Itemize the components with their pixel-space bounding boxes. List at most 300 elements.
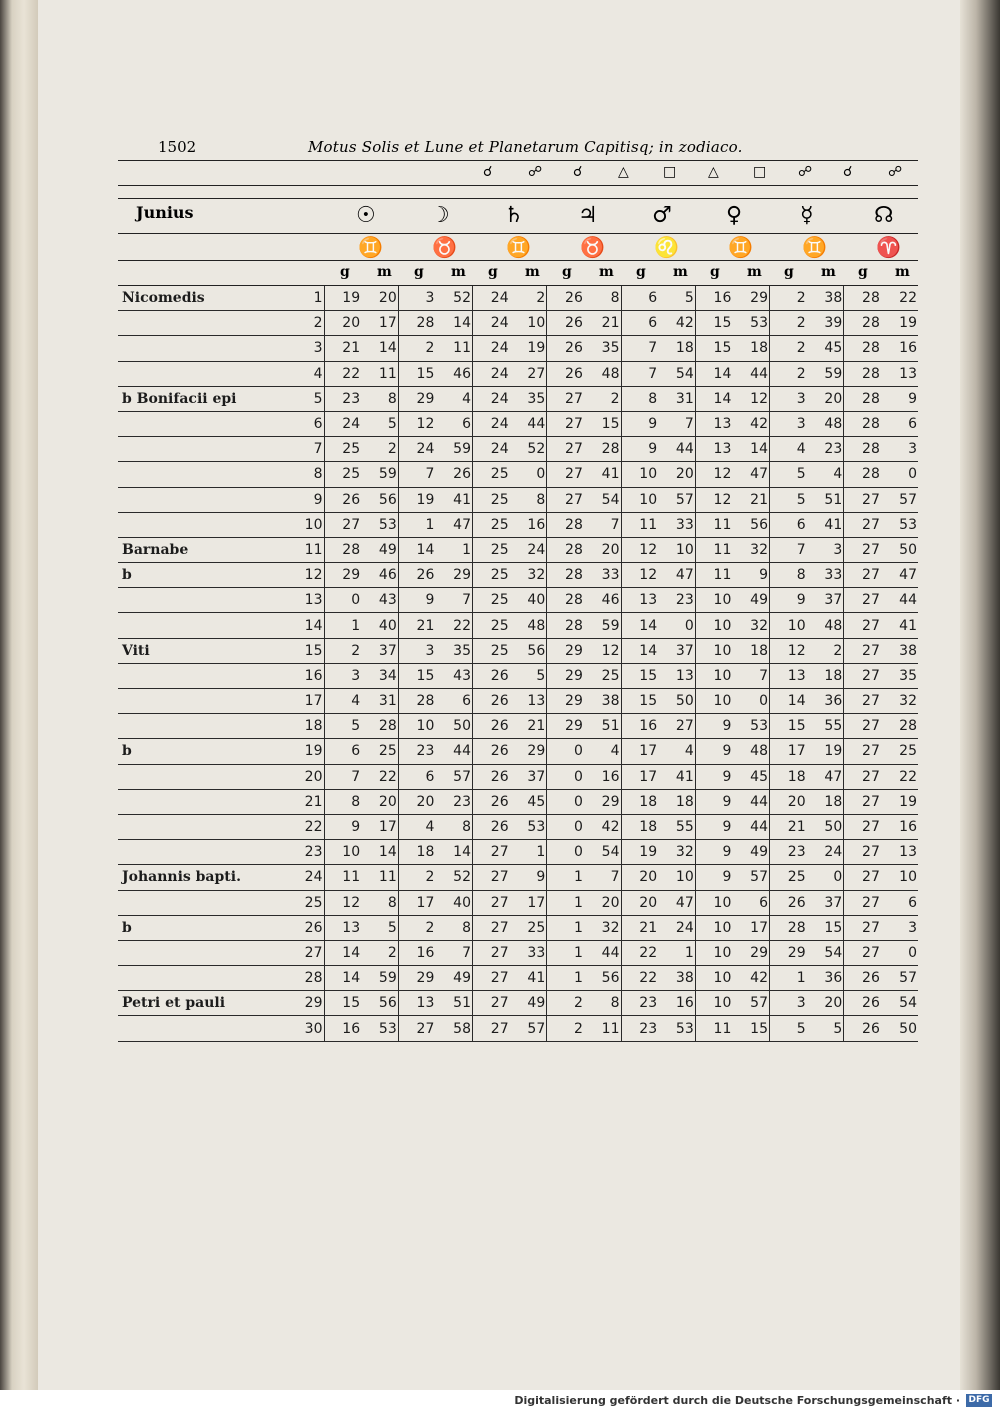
degree-value: 24 — [398, 437, 435, 462]
minute-value: 9 — [732, 563, 769, 588]
zodiac-sign: ♈ — [876, 235, 901, 259]
table-row — [118, 915, 918, 940]
degree-value: 21 — [621, 915, 658, 940]
ephemeris-table — [118, 136, 918, 1042]
minute-value: 56 — [361, 487, 398, 512]
unit-label: g — [414, 264, 424, 280]
degree-value: 26 — [547, 286, 584, 311]
minute-value: 55 — [807, 714, 844, 739]
degree-value: 0 — [547, 764, 584, 789]
minute-value: 41 — [881, 613, 918, 638]
aspect-symbol: □ — [753, 164, 767, 180]
minute-value: 57 — [435, 764, 472, 789]
minute-value: 18 — [658, 336, 695, 361]
minute-value: 20 — [658, 462, 695, 487]
minute-value: 1 — [510, 840, 547, 865]
feast-name: Johannis bapti. — [118, 865, 298, 890]
degree-value: 13 — [695, 437, 732, 462]
degree-value: 27 — [844, 663, 881, 688]
minute-value: 49 — [510, 991, 547, 1016]
minute-value: 46 — [584, 588, 621, 613]
minute-value: 6 — [881, 890, 918, 915]
day-number: 16 — [298, 663, 324, 688]
minute-value: 43 — [435, 663, 472, 688]
minute-value: 14 — [732, 437, 769, 462]
minute-value: 53 — [361, 1016, 398, 1041]
minute-value: 15 — [807, 915, 844, 940]
degree-value: 26 — [473, 814, 510, 839]
planet-symbol: ☉ — [356, 203, 376, 228]
book-page-edge-left — [0, 0, 40, 1390]
degree-value: 13 — [324, 915, 361, 940]
minute-value: 4 — [807, 462, 844, 487]
minute-value: 18 — [807, 789, 844, 814]
minute-value: 59 — [361, 462, 398, 487]
minute-value: 59 — [435, 437, 472, 462]
minute-value: 7 — [435, 940, 472, 965]
degree-value: 5 — [770, 487, 807, 512]
degree-value: 2 — [770, 361, 807, 386]
table-row — [118, 940, 918, 965]
degree-value: 9 — [695, 714, 732, 739]
degree-value: 25 — [770, 865, 807, 890]
minute-value: 19 — [881, 789, 918, 814]
table-row — [118, 789, 918, 814]
day-number: 6 — [298, 411, 324, 436]
day-number: 13 — [298, 588, 324, 613]
degree-value: 27 — [398, 1016, 435, 1041]
minute-value: 8 — [361, 890, 398, 915]
degree-value: 1 — [547, 890, 584, 915]
minute-value: 6 — [881, 411, 918, 436]
minute-value: 11 — [361, 361, 398, 386]
zodiac-sign: ♊ — [728, 235, 753, 259]
minute-value: 33 — [510, 940, 547, 965]
minute-value: 31 — [361, 689, 398, 714]
degree-value: 26 — [473, 789, 510, 814]
minute-value: 17 — [732, 915, 769, 940]
degree-value: 23 — [621, 1016, 658, 1041]
degree-value: 17 — [770, 739, 807, 764]
minute-value: 5 — [510, 663, 547, 688]
minute-value: 40 — [361, 613, 398, 638]
degree-value: 28 — [398, 311, 435, 336]
degree-value: 10 — [695, 689, 732, 714]
degree-value: 9 — [398, 588, 435, 613]
degree-value: 10 — [695, 915, 732, 940]
degree-value: 12 — [621, 537, 658, 562]
degree-value: 12 — [695, 487, 732, 512]
degree-value: 27 — [844, 537, 881, 562]
minute-value: 6 — [435, 689, 472, 714]
minute-value: 40 — [435, 890, 472, 915]
minute-value: 7 — [584, 512, 621, 537]
minute-value: 15 — [732, 1016, 769, 1041]
degree-value: 10 — [695, 890, 732, 915]
degree-value: 2 — [398, 915, 435, 940]
degree-value: 14 — [695, 386, 732, 411]
degree-value: 15 — [324, 991, 361, 1016]
degree-value: 5 — [770, 1016, 807, 1041]
minute-value: 22 — [435, 613, 472, 638]
minute-value: 32 — [732, 613, 769, 638]
degree-value: 27 — [547, 386, 584, 411]
table-row — [118, 487, 918, 512]
degree-value: 10 — [695, 613, 732, 638]
degree-value: 17 — [621, 764, 658, 789]
minute-value: 16 — [881, 814, 918, 839]
degree-value: 27 — [844, 588, 881, 613]
degree-value: 25 — [473, 512, 510, 537]
degree-value: 7 — [324, 764, 361, 789]
degree-value: 28 — [398, 689, 435, 714]
degree-value: 27 — [547, 487, 584, 512]
minute-value: 12 — [732, 386, 769, 411]
degree-value: 19 — [398, 487, 435, 512]
table-row — [118, 966, 918, 991]
minute-value: 17 — [361, 814, 398, 839]
minute-value: 17 — [361, 311, 398, 336]
feast-name — [118, 1016, 298, 1041]
minute-value: 53 — [881, 512, 918, 537]
degree-value: 25 — [473, 537, 510, 562]
minute-value: 10 — [510, 311, 547, 336]
minute-value: 2 — [361, 940, 398, 965]
planet-symbol: ♃ — [578, 203, 598, 228]
degree-value: 6 — [770, 512, 807, 537]
feast-name — [118, 311, 298, 336]
feast-name — [118, 940, 298, 965]
degree-value: 1 — [547, 915, 584, 940]
degree-value: 10 — [695, 991, 732, 1016]
degree-value: 23 — [621, 991, 658, 1016]
degree-value: 26 — [770, 890, 807, 915]
degree-value: 12 — [621, 563, 658, 588]
minute-value: 7 — [732, 663, 769, 688]
minute-value: 44 — [732, 789, 769, 814]
degree-value: 10 — [695, 638, 732, 663]
degree-value: 19 — [324, 286, 361, 311]
degree-value: 15 — [398, 663, 435, 688]
digitization-footer — [0, 1390, 1000, 1412]
degree-value: 28 — [844, 361, 881, 386]
day-number: 11 — [298, 537, 324, 562]
minute-value: 51 — [807, 487, 844, 512]
degree-value: 9 — [621, 411, 658, 436]
minute-value: 47 — [732, 462, 769, 487]
degree-value: 7 — [770, 537, 807, 562]
degree-value: 3 — [770, 386, 807, 411]
degree-value: 10 — [621, 487, 658, 512]
degree-value: 14 — [324, 966, 361, 991]
table-row — [118, 663, 918, 688]
minute-value: 43 — [361, 588, 398, 613]
minute-value: 28 — [584, 437, 621, 462]
degree-value: 27 — [844, 764, 881, 789]
feast-name: Nicomedis — [118, 286, 298, 311]
minute-value: 52 — [435, 865, 472, 890]
minute-value: 7 — [658, 411, 695, 436]
degree-value: 9 — [695, 789, 732, 814]
degree-value: 11 — [695, 1016, 732, 1041]
degree-value: 21 — [324, 336, 361, 361]
minute-value: 56 — [584, 966, 621, 991]
minute-value: 13 — [658, 663, 695, 688]
degree-value: 25 — [473, 462, 510, 487]
degree-value: 27 — [844, 814, 881, 839]
zodiac-sign-row — [118, 234, 918, 260]
table-row — [118, 563, 918, 588]
day-number: 1 — [298, 286, 324, 311]
minute-value: 37 — [510, 764, 547, 789]
minute-value: 46 — [435, 361, 472, 386]
table-row — [118, 537, 918, 562]
degree-value: 28 — [547, 613, 584, 638]
feast-name — [118, 336, 298, 361]
degree-value: 9 — [695, 840, 732, 865]
aspect-symbol: ☌ — [843, 164, 853, 180]
degree-value: 0 — [324, 588, 361, 613]
degree-value: 20 — [324, 311, 361, 336]
day-number: 2 — [298, 311, 324, 336]
day-number: 23 — [298, 840, 324, 865]
minute-value: 32 — [584, 915, 621, 940]
minute-value: 7 — [584, 865, 621, 890]
minute-value: 44 — [658, 437, 695, 462]
minute-value: 36 — [807, 689, 844, 714]
degree-value: 25 — [473, 638, 510, 663]
minute-value: 35 — [510, 386, 547, 411]
minute-value: 50 — [881, 537, 918, 562]
minute-value: 27 — [658, 714, 695, 739]
minute-value: 24 — [510, 537, 547, 562]
degree-value: 27 — [473, 865, 510, 890]
minute-value: 48 — [732, 739, 769, 764]
minute-value: 59 — [361, 966, 398, 991]
unit-label: m — [673, 264, 688, 280]
minute-value: 8 — [435, 915, 472, 940]
degree-value: 26 — [473, 764, 510, 789]
minute-value: 47 — [435, 512, 472, 537]
degree-value: 26 — [547, 336, 584, 361]
degree-value: 26 — [473, 663, 510, 688]
degree-value: 6 — [621, 286, 658, 311]
minute-value: 13 — [881, 361, 918, 386]
minute-value: 22 — [361, 764, 398, 789]
minute-value: 42 — [584, 814, 621, 839]
feast-name — [118, 814, 298, 839]
degree-value: 28 — [844, 386, 881, 411]
minute-value: 3 — [807, 537, 844, 562]
minute-value: 29 — [732, 940, 769, 965]
minute-value: 31 — [658, 386, 695, 411]
degree-value: 13 — [398, 991, 435, 1016]
degree-value: 3 — [324, 663, 361, 688]
aspect-symbol: △ — [618, 164, 629, 180]
degree-value: 23 — [770, 840, 807, 865]
degree-value: 20 — [398, 789, 435, 814]
degree-value: 11 — [695, 563, 732, 588]
degree-value: 4 — [398, 814, 435, 839]
unit-label: m — [599, 264, 614, 280]
minute-value: 29 — [435, 563, 472, 588]
degree-value: 4 — [324, 689, 361, 714]
minute-value: 38 — [807, 286, 844, 311]
unit-label: m — [895, 264, 910, 280]
minute-value: 17 — [510, 890, 547, 915]
degree-value: 26 — [324, 487, 361, 512]
table-row — [118, 512, 918, 537]
degree-value: 13 — [621, 588, 658, 613]
minute-value: 19 — [807, 739, 844, 764]
minute-value: 44 — [584, 940, 621, 965]
minute-value: 44 — [732, 814, 769, 839]
degree-value: 15 — [770, 714, 807, 739]
day-number: 20 — [298, 764, 324, 789]
minute-value: 0 — [807, 865, 844, 890]
minute-value: 20 — [807, 991, 844, 1016]
degree-value: 9 — [324, 814, 361, 839]
planet-symbol-row — [118, 199, 918, 233]
minute-value: 13 — [881, 840, 918, 865]
degree-value: 23 — [324, 386, 361, 411]
minute-value: 20 — [584, 537, 621, 562]
degree-value: 6 — [621, 311, 658, 336]
minute-value: 3 — [881, 915, 918, 940]
minute-value: 22 — [881, 764, 918, 789]
month-label: Junius — [136, 203, 194, 222]
minute-value: 0 — [732, 689, 769, 714]
minute-value: 48 — [584, 361, 621, 386]
degree-value: 22 — [621, 940, 658, 965]
minute-value: 53 — [510, 814, 547, 839]
degree-value: 9 — [695, 865, 732, 890]
degree-value: 27 — [844, 840, 881, 865]
minute-value: 8 — [584, 286, 621, 311]
minute-value: 47 — [807, 764, 844, 789]
degree-value: 29 — [547, 638, 584, 663]
minute-value: 32 — [881, 689, 918, 714]
minute-value: 35 — [435, 638, 472, 663]
degree-value: 25 — [324, 462, 361, 487]
degree-value: 10 — [770, 613, 807, 638]
minute-value: 56 — [510, 638, 547, 663]
unit-label: m — [525, 264, 540, 280]
degree-value: 16 — [398, 940, 435, 965]
minute-value: 1 — [435, 537, 472, 562]
minute-value: 57 — [732, 991, 769, 1016]
minute-value: 51 — [435, 991, 472, 1016]
degree-value: 3 — [770, 991, 807, 1016]
minute-value: 28 — [881, 714, 918, 739]
degree-value: 9 — [695, 814, 732, 839]
degree-value: 17 — [398, 890, 435, 915]
degree-value: 29 — [770, 940, 807, 965]
minute-value: 52 — [435, 286, 472, 311]
degree-value: 12 — [398, 411, 435, 436]
minute-value: 57 — [510, 1016, 547, 1041]
degree-value: 27 — [473, 840, 510, 865]
degree-value: 0 — [547, 739, 584, 764]
degree-value: 8 — [324, 789, 361, 814]
degree-value: 27 — [844, 714, 881, 739]
zodiac-sign: ♊ — [802, 235, 827, 259]
minute-value: 25 — [881, 739, 918, 764]
degree-value: 2 — [770, 311, 807, 336]
minute-value: 2 — [510, 286, 547, 311]
minute-value: 42 — [732, 411, 769, 436]
minute-value: 0 — [658, 613, 695, 638]
minute-value: 44 — [510, 411, 547, 436]
degree-value: 13 — [695, 411, 732, 436]
degree-value: 21 — [398, 613, 435, 638]
degree-value: 27 — [844, 915, 881, 940]
degree-value: 25 — [473, 588, 510, 613]
degree-value: 24 — [324, 411, 361, 436]
table-row — [118, 714, 918, 739]
degree-value: 18 — [621, 814, 658, 839]
minute-value: 40 — [510, 588, 547, 613]
degree-value: 1 — [547, 940, 584, 965]
table-row — [118, 361, 918, 386]
degree-value: 28 — [547, 563, 584, 588]
minute-value: 20 — [361, 789, 398, 814]
degree-value: 28 — [547, 512, 584, 537]
degree-value: 29 — [398, 966, 435, 991]
degree-value: 14 — [621, 613, 658, 638]
degree-value: 20 — [621, 865, 658, 890]
minute-value: 36 — [807, 966, 844, 991]
minute-value: 50 — [881, 1016, 918, 1041]
degree-value: 10 — [621, 462, 658, 487]
minute-value: 32 — [510, 563, 547, 588]
minute-value: 2 — [361, 437, 398, 462]
unit-label: g — [636, 264, 646, 280]
minute-value: 5 — [361, 411, 398, 436]
minute-value: 8 — [584, 991, 621, 1016]
unit-label: m — [377, 264, 392, 280]
minute-value: 32 — [732, 537, 769, 562]
zodiac-sign: ♊ — [358, 235, 383, 259]
degree-value: 6 — [324, 739, 361, 764]
degree-value: 2 — [547, 991, 584, 1016]
minute-value: 1 — [658, 940, 695, 965]
minute-value: 41 — [510, 966, 547, 991]
minute-value: 38 — [584, 689, 621, 714]
minute-value: 44 — [732, 361, 769, 386]
minute-value: 4 — [658, 739, 695, 764]
feast-name — [118, 361, 298, 386]
table-header — [118, 136, 918, 160]
day-number: 26 — [298, 915, 324, 940]
day-number: 30 — [298, 1016, 324, 1041]
day-number: 9 — [298, 487, 324, 512]
degree-value: 27 — [547, 437, 584, 462]
degree-value: 20 — [770, 789, 807, 814]
day-number: 15 — [298, 638, 324, 663]
degree-value: 1 — [770, 966, 807, 991]
minute-value: 21 — [584, 311, 621, 336]
degree-value: 25 — [473, 487, 510, 512]
degree-value: 9 — [621, 437, 658, 462]
minute-value: 27 — [510, 361, 547, 386]
degree-value: 7 — [621, 361, 658, 386]
table-row — [118, 865, 918, 890]
degree-value: 27 — [844, 613, 881, 638]
day-number: 10 — [298, 512, 324, 537]
feast-name — [118, 487, 298, 512]
day-number: 27 — [298, 940, 324, 965]
